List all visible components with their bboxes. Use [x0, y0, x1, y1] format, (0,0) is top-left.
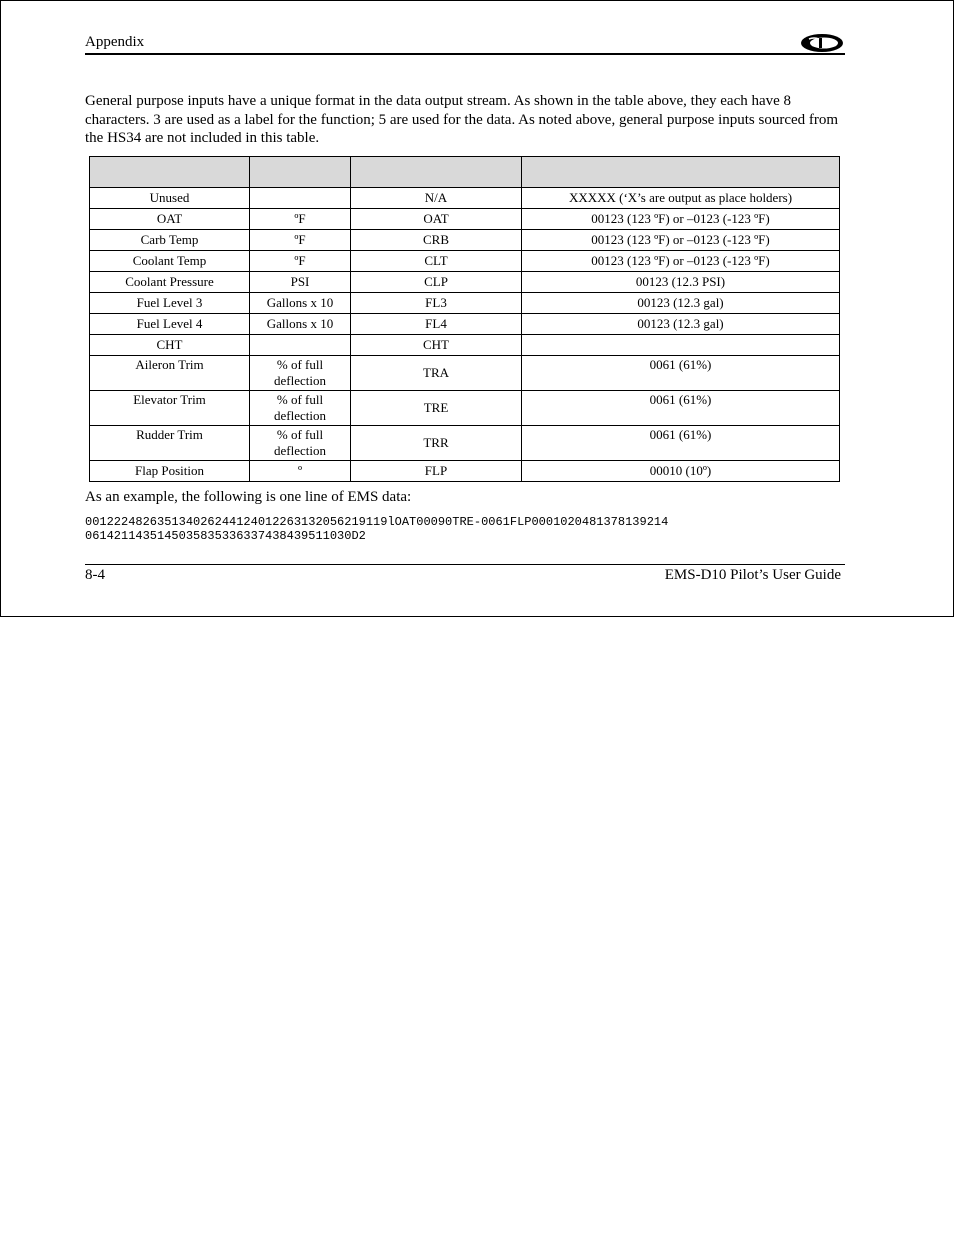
table-row	[90, 209, 840, 230]
example-cell: 00123 (123 ºF) or –0123 (-123 ºF)	[522, 251, 840, 272]
units-cell: ºF	[250, 251, 351, 272]
function-cell: OAT	[90, 209, 250, 230]
units-cell	[250, 335, 351, 356]
example-cell: 0061 (61%)	[522, 356, 840, 391]
table-row	[90, 426, 840, 461]
example-cell: 00123 (12.3 gal)	[522, 293, 840, 314]
label-cell: FLP	[351, 461, 522, 482]
example-line-2: 0614211435145035835336337438439511030D2	[85, 529, 366, 543]
table-header-row	[90, 157, 840, 188]
page	[0, 0, 954, 617]
units-cell: ºF	[250, 230, 351, 251]
example-cell: 00123 (123 ºF) or –0123 (-123 ºF)	[522, 209, 840, 230]
function-cell: Coolant Temp	[90, 251, 250, 272]
footer-divider	[85, 564, 845, 565]
function-cell: Unused	[90, 188, 250, 209]
example-cell: 00123 (123 ºF) or –0123 (-123 ºF)	[522, 230, 840, 251]
general-purpose-inputs-table	[89, 156, 840, 482]
label-cell: N/A	[351, 188, 522, 209]
section-title: Appendix	[85, 34, 145, 50]
units-cell: PSI	[250, 272, 351, 293]
table-row	[90, 335, 840, 356]
table-row	[90, 391, 840, 426]
function-cell: Fuel Level 4	[90, 314, 250, 335]
table-row	[90, 188, 840, 209]
units-cell: % of full deflection	[250, 356, 351, 391]
table-row	[90, 251, 840, 272]
function-cell: Rudder Trim	[90, 426, 250, 461]
label-cell: OAT	[351, 209, 522, 230]
table-header-cell	[90, 157, 250, 188]
table-row	[90, 272, 840, 293]
example-cell: 00010 (10º)	[522, 461, 840, 482]
label-cell: TRA	[351, 356, 522, 391]
header-divider	[85, 53, 845, 55]
example-cell: 0061 (61%)	[522, 391, 840, 426]
units-cell: º	[250, 461, 351, 482]
example-cell: 0061 (61%)	[522, 426, 840, 461]
label-cell: TRE	[351, 391, 522, 426]
function-cell: Flap Position	[90, 461, 250, 482]
table-row	[90, 293, 840, 314]
label-cell: FL4	[351, 314, 522, 335]
units-cell: Gallons x 10	[250, 314, 351, 335]
units-cell: % of full deflection	[250, 426, 351, 461]
table-header-cell	[522, 157, 840, 188]
function-cell: Elevator Trim	[90, 391, 250, 426]
function-cell: Aileron Trim	[90, 356, 250, 391]
label-cell: CRB	[351, 230, 522, 251]
example-data	[85, 515, 668, 543]
dynon-logo-icon	[800, 32, 844, 54]
example-line-1: 001222482635134026244124012263132056219119lOAT00090TRE-0061FLP0001020481378139214	[85, 515, 669, 529]
table-row	[90, 356, 840, 391]
intro-paragraph: General purpose inputs have a unique format in the data output stream. As shown in the table above, they each have 8 characters. 3 are used as a label for the function; 5 are used for the data. As noted above, general purpose inputs sourced from the HS34 are not included in this table.	[85, 93, 839, 146]
units-cell: % of full deflection	[250, 391, 351, 426]
units-cell	[250, 188, 351, 209]
label-cell: CLP	[351, 272, 522, 293]
function-cell: Coolant Pressure	[90, 272, 250, 293]
table-row	[90, 230, 840, 251]
label-cell: CHT	[351, 335, 522, 356]
table-row	[90, 314, 840, 335]
example-label: As an example, the following is one line of EMS data:	[85, 489, 412, 505]
function-cell: Fuel Level 3	[90, 293, 250, 314]
label-cell: TRR	[351, 426, 522, 461]
example-cell	[522, 335, 840, 356]
table-row	[90, 461, 840, 482]
label-cell: FL3	[351, 293, 522, 314]
example-cell: 00123 (12.3 PSI)	[522, 272, 840, 293]
function-cell: Carb Temp	[90, 230, 250, 251]
function-cell: CHT	[90, 335, 250, 356]
units-cell: ºF	[250, 209, 351, 230]
page-number: 8-4	[85, 567, 105, 583]
guide-title: EMS-D10 Pilot’s User Guide	[664, 567, 841, 583]
label-cell: CLT	[351, 251, 522, 272]
example-cell: 00123 (12.3 gal)	[522, 314, 840, 335]
units-cell: Gallons x 10	[250, 293, 351, 314]
table-header-cell	[351, 157, 522, 188]
table-header-cell	[250, 157, 351, 188]
example-cell: XXXXX (‘X’s are output as place holders)	[522, 188, 840, 209]
